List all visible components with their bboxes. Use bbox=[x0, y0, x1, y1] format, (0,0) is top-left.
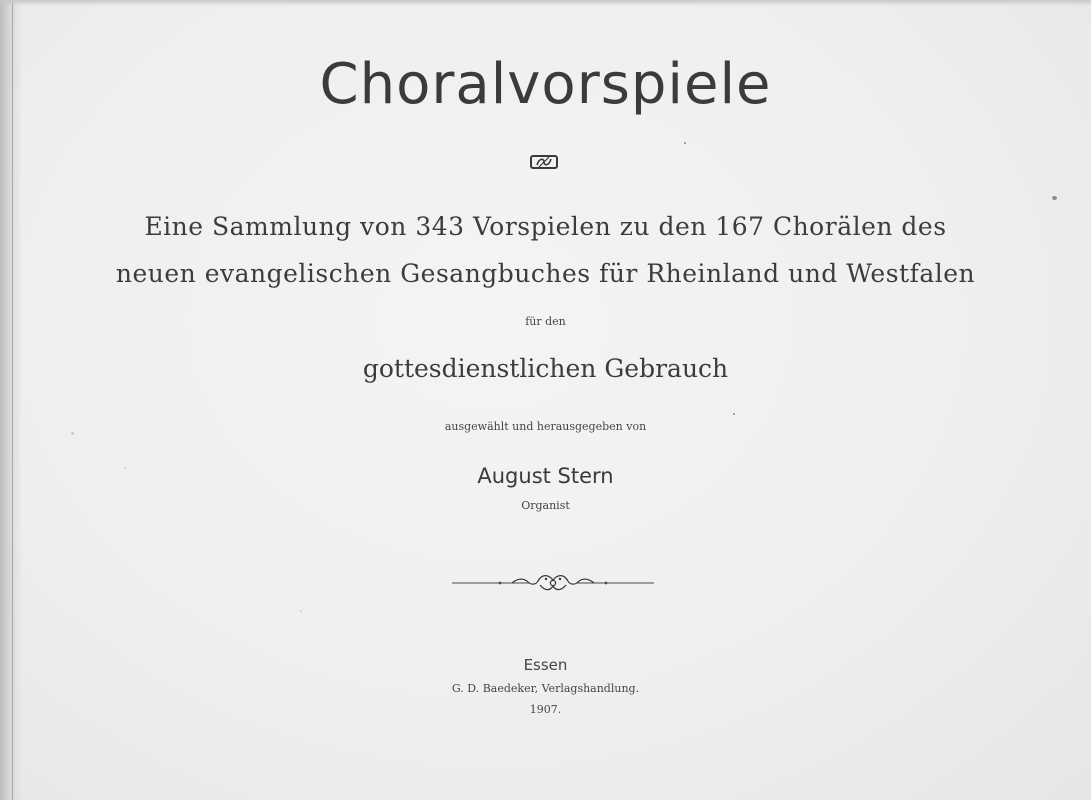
purpose-line: gottesdienstlichen Gebrauch bbox=[362, 354, 729, 383]
top-edge-shadow bbox=[0, 0, 1091, 6]
binding-edge bbox=[12, 0, 13, 800]
publisher-name: G. D. Baedeker, Verlagshandlung. bbox=[451, 682, 640, 695]
publication-year: 1907. bbox=[529, 703, 562, 716]
editor-credit-label: ausgewählt und herausgegeben von bbox=[444, 420, 647, 433]
publication-city: Essen bbox=[523, 656, 568, 674]
flourish-divider-icon bbox=[450, 570, 656, 596]
for-the-label: für den bbox=[525, 315, 566, 328]
subtitle-line-2: neuen evangelischen Gesangbuches für Rheinland und Westfalen bbox=[115, 259, 976, 288]
author-role: Organist bbox=[521, 499, 570, 512]
subtitle-line-1: Eine Sammlung von 343 Vorspielen zu den 167 Chorälen des bbox=[144, 212, 947, 241]
binding-shadow bbox=[0, 0, 22, 800]
page-title: Choralvorspiele bbox=[319, 52, 772, 117]
dust-speck bbox=[733, 413, 735, 415]
dust-speck bbox=[684, 142, 686, 144]
dust-speck bbox=[1052, 196, 1057, 200]
author-name: August Stern bbox=[477, 464, 614, 488]
dust-speck bbox=[300, 610, 302, 612]
decorative-emblem-icon bbox=[530, 154, 558, 170]
